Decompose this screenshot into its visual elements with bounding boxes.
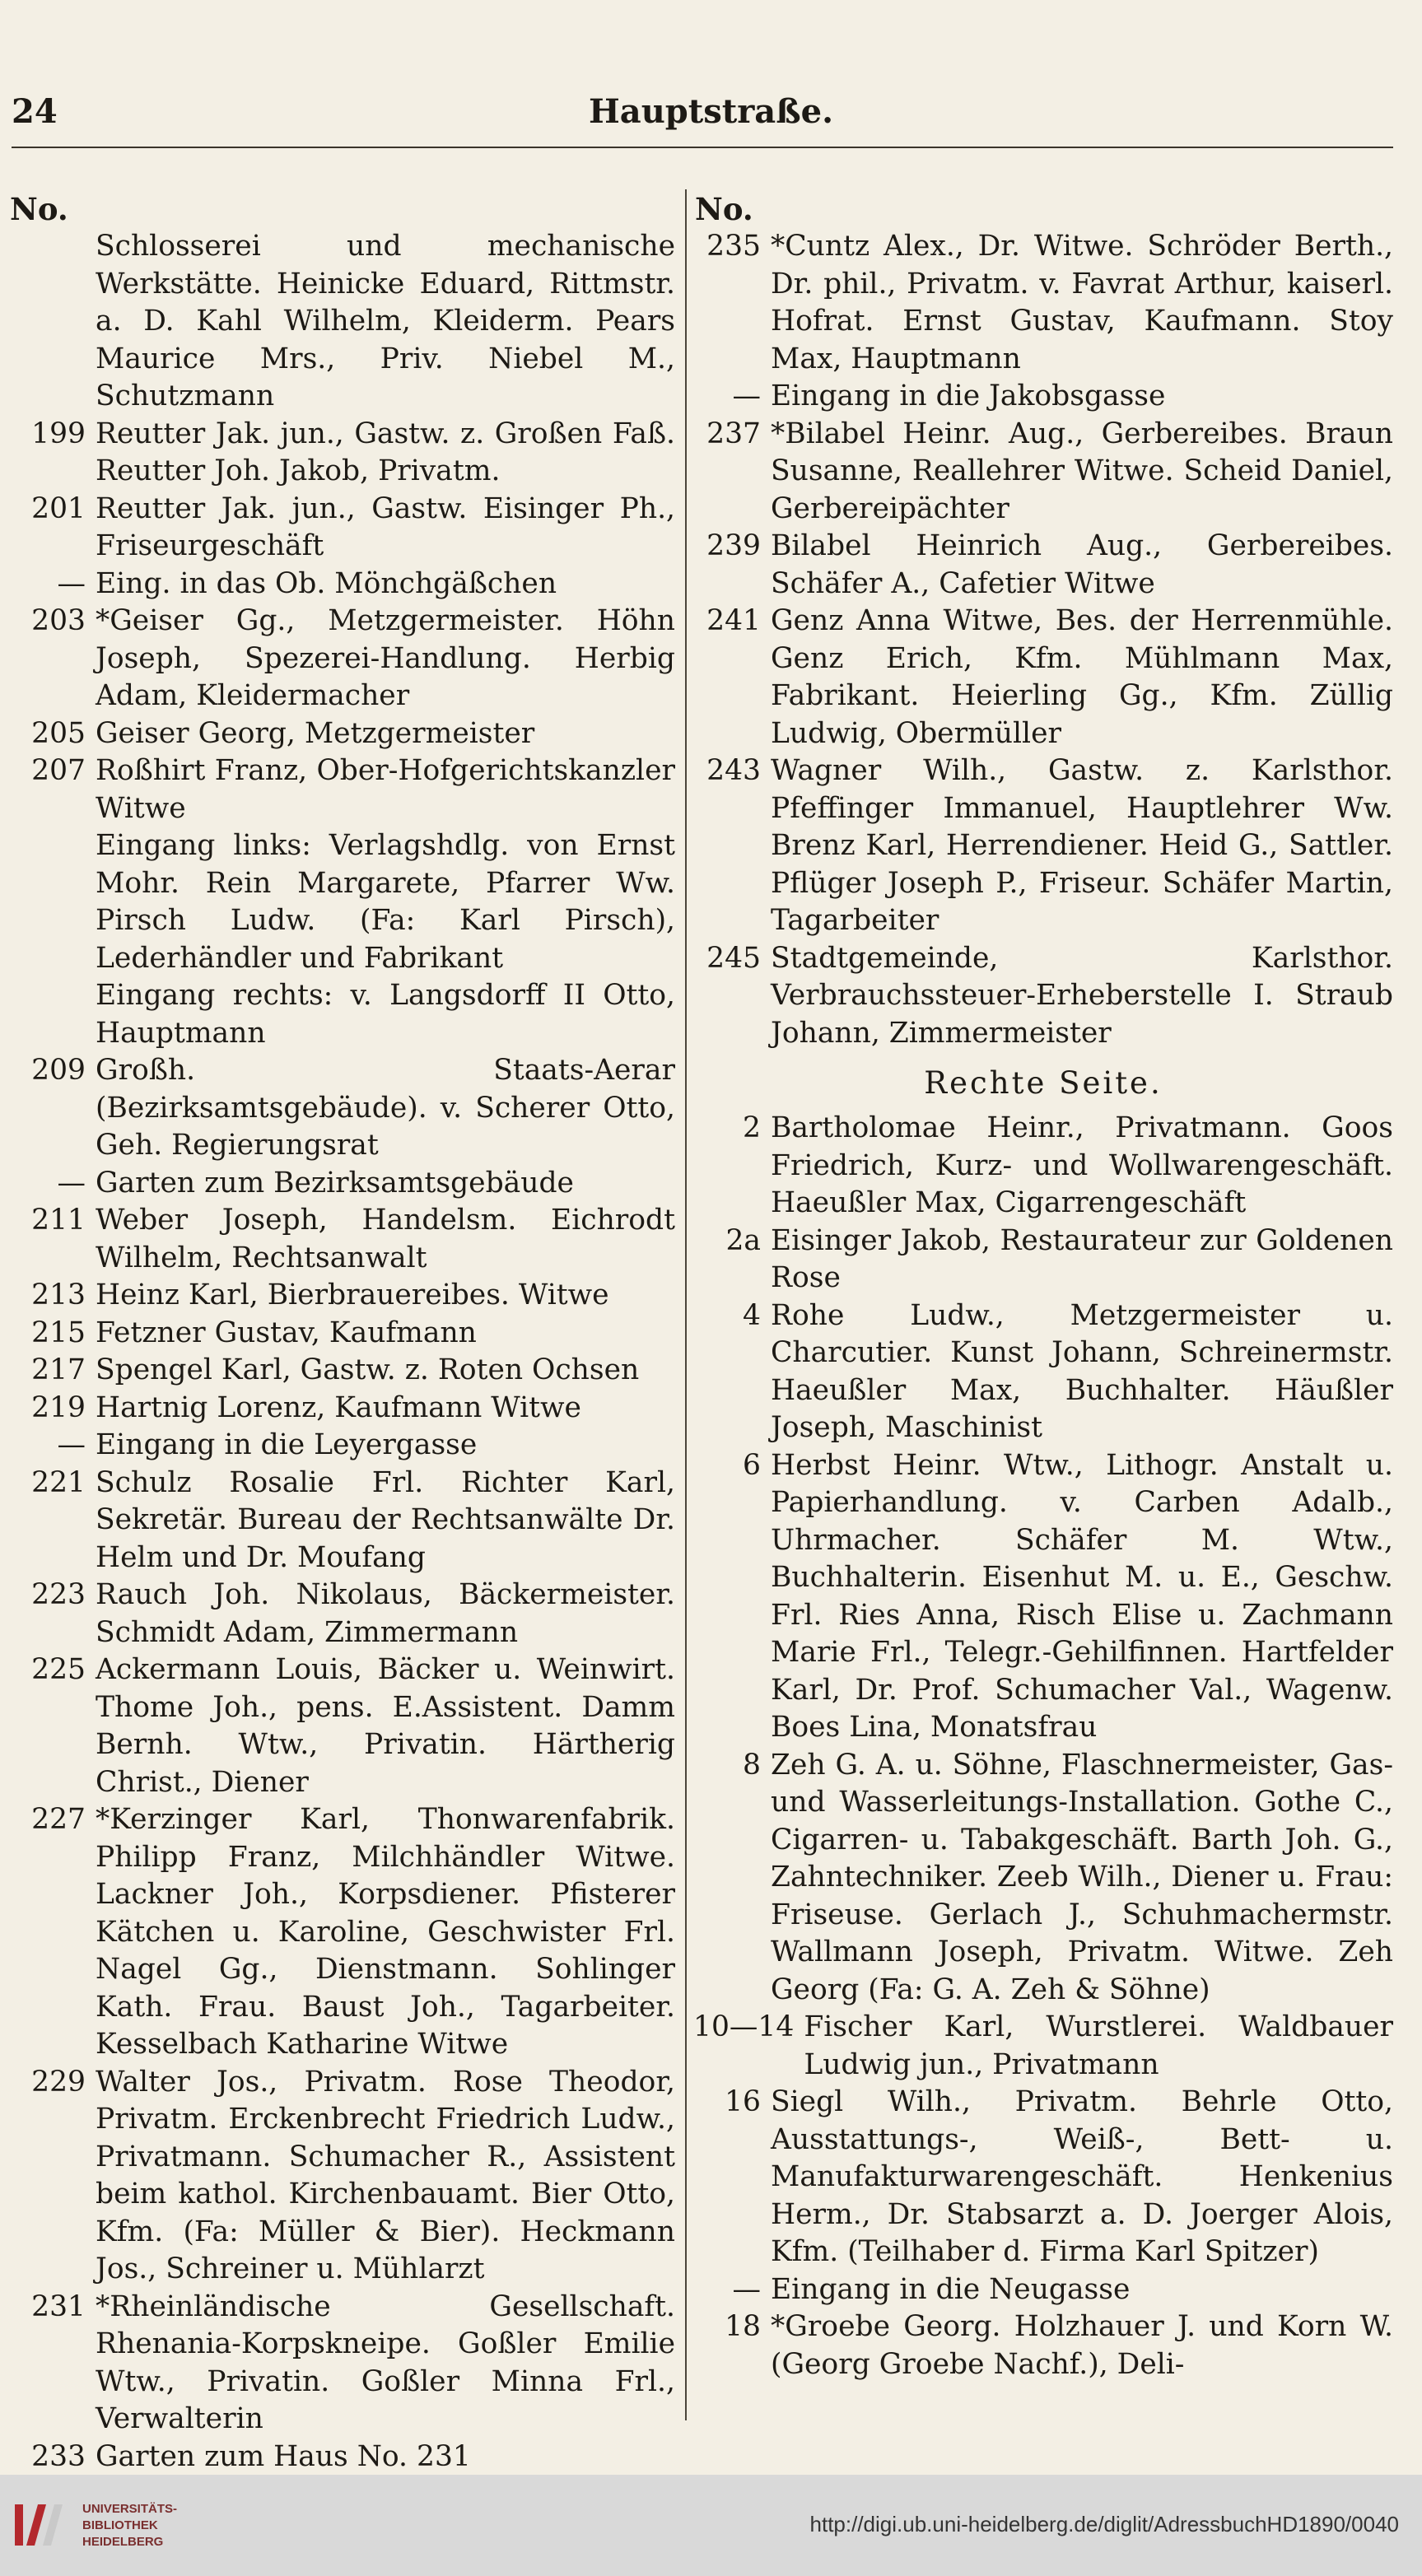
directory-entry	[693, 1447, 1393, 1747]
directory-entry	[8, 715, 675, 753]
house-number: 241	[706, 604, 761, 637]
entry-text: Rauch Joh. Nikolaus, Bäckermeister. Schmidt Adam, Zimmermann	[96, 1578, 675, 1649]
entry-text: Spengel Karl, Gastw. z. Roten Ochsen	[96, 1353, 640, 1386]
directory-entry	[8, 1390, 675, 1428]
right-column	[693, 191, 1393, 2383]
entry-text: Ackermann Louis, Bäcker u. Weinwirt. Thome Joh., pens. E.Assistent. Damm Bernh. Wtw., Privatin. Härtherig Christ., Diener	[96, 1653, 675, 1799]
directory-entry	[8, 1202, 675, 1277]
entry-text: Herbst Heinr. Wtw., Lithogr. Anstalt u. Papierhandlung. v. Carben Adalb., Uhrmacher. Schäfer M. Wtw., Buchhalterin. Eisenhut M. u. E., Geschw. Frl. Ries Anna, Risch Elise u. Zachmann Marie Frl., Telegr.-Gehilfinnen. Hartfelder Karl, Dr. Prof. Schumacher Val., Wagenw. Boes Lina, Monatsfrau	[771, 1448, 1393, 1744]
entry-text: *Rheinländische Gesellschaft. Rhenania-Korpskneipe. Goßler Emilie Wtw., Privatin. Goßler Minna Frl., Verwalterin	[96, 2290, 675, 2435]
right-entries-2	[693, 1110, 1393, 2383]
house-number: 209	[31, 1054, 86, 1087]
house-number	[8, 827, 96, 977]
directory-entry	[8, 1165, 675, 1203]
entry-text: Zeh G. A. u. Söhne, Flaschnermeister, Gas- und Wasserleitungs-Installation. Gothe C., Cigarren- u. Tabakgeschäft. Barth Joh. G., Zahntechniker. Zeeb Wilh., Diener u. Frau: Friseuse. Gerlach J., Schuhmachermstr. Wallmann Joseph, Privatm. Witwe. Zeh Georg (Fa: G. A. Zeh & Söhne)	[771, 1748, 1393, 2006]
directory-entry	[693, 2084, 1393, 2271]
house-number	[8, 977, 96, 1052]
entry-text: Eingang in die Neugasse	[771, 2272, 1131, 2306]
entry-text: Reutter Jak. jun., Gastw. z. Großen Faß. Reutter Joh. Jakob, Privatm.	[96, 417, 675, 487]
house-number: 215	[31, 1316, 86, 1349]
house-number: —	[57, 566, 86, 600]
house-number: 225	[31, 1653, 86, 1686]
entry-text: Heinz Karl, Bierbrauereibes. Witwe	[96, 1279, 609, 1311]
house-number: 243	[706, 754, 761, 787]
directory-entry	[693, 378, 1393, 416]
house-number: 227	[31, 1803, 86, 1836]
entry-text: Fetzner Gustav, Kaufmann	[96, 1316, 477, 1349]
directory-entry	[693, 2271, 1393, 2309]
directory-entry	[693, 416, 1393, 529]
directory-entry	[693, 2009, 1393, 2084]
house-number: 207	[31, 754, 86, 787]
directory-entry	[8, 416, 675, 491]
house-number: 6	[743, 1448, 761, 1482]
directory-entry	[8, 827, 675, 977]
directory-entry	[693, 940, 1393, 1053]
house-number: 231	[31, 2290, 86, 2323]
entry-text: *Kerzinger Karl, Thonwarenfabrik. Philipp Franz, Milchhändler Witwe. Lackner Joh., Korpsdiener. Pfisterer Kätchen u. Karoline, Geschwister Frl. Nagel Gg., Dienstmann. Sohlinger Kath. Frau. Baust Joh., Tagarbeiter. Kesselbach Katharine Witwe	[96, 1803, 675, 2061]
house-number: 229	[31, 2065, 86, 2099]
house-number: 223	[31, 1578, 86, 1611]
house-number: —	[57, 1428, 86, 1461]
left-entries	[8, 228, 675, 2476]
page-header	[0, 92, 1422, 150]
column-header: No.	[695, 191, 753, 227]
entry-text: Eingang links: Verlagshdlg. von Ernst Mohr. Rein Margarete, Pfarrer Ww. Pirsch Ludw. (Fa: Karl Pirsch), Lederhändler und Fabrikant	[96, 829, 675, 975]
source-url-link[interactable]: http://digi.ub.uni-heidelberg.de/diglit/AdressbuchHD1890/0040	[809, 2512, 1399, 2536]
directory-entry	[693, 228, 1393, 378]
section-title: Rechte Seite.	[924, 1065, 1163, 1101]
house-number: 16	[725, 2085, 761, 2118]
house-number: 8	[743, 1748, 761, 1782]
entry-text: Reutter Jak. jun., Gastw. Eisinger Ph., Friseurgeschäft	[96, 491, 675, 562]
entry-text: *Groebe Georg. Holzhauer J. und Korn W. (Georg Groebe Nachf.), Deli-	[771, 2310, 1393, 2381]
entry-text: Geiser Georg, Metzgermeister	[96, 716, 535, 750]
directory-entry	[8, 1577, 675, 1651]
directory-entry	[693, 528, 1393, 603]
viewer-footer	[0, 2475, 1422, 2576]
house-number: 211	[31, 1204, 86, 1237]
entry-text: Hartnig Lorenz, Kaufmann Witwe	[96, 1390, 581, 1424]
directory-entry	[8, 1352, 675, 1390]
entry-text: Garten zum Haus No. 231	[96, 2439, 471, 2473]
entry-text: Walter Jos., Privatm. Rose Theodor, Privatm. Erckenbrecht Friedrich Ludw., Privatmann. Schumacher R., Assistent beim kathol. Kirchenbauamt. Bier Otto, Kfm. (Fa: Müller & Bier). Heckmann Jos., Schreiner u. Mühlarzt	[96, 2065, 675, 2285]
directory-entry	[693, 1110, 1393, 1223]
directory-entry	[8, 1465, 675, 1577]
directory-entry	[8, 491, 675, 566]
house-number: 203	[31, 604, 86, 637]
entry-text: Stadtgemeinde, Karlsthor. Verbrauchssteuer-Erheberstelle I. Straub Johann, Zimmermeister	[771, 941, 1393, 1050]
entry-text: Großh. Staats-Aerar (Bezirksamtsgebäude). v. Scherer Otto, Geh. Regierungsrat	[96, 1054, 675, 1162]
house-number: —	[57, 1166, 86, 1199]
directory-entry	[693, 1223, 1393, 1297]
house-number: 237	[706, 417, 761, 450]
directory-entry	[8, 2439, 675, 2476]
page-number: 24	[12, 92, 58, 131]
directory-entry	[8, 1315, 675, 1353]
house-number: 4	[743, 1298, 761, 1332]
entry-text: Eingang in die Leyergasse	[96, 1428, 478, 1461]
entry-text: Weber Joseph, Handelsm. Eichrodt Wilhelm, Rechtsanwalt	[96, 1204, 675, 1274]
house-number: 235	[706, 230, 761, 263]
house-number: 221	[31, 1465, 86, 1499]
entry-text: Rohe Ludw., Metzgermeister u. Charcutier. Kunst Johann, Schreinermstr. Haeußler Max, Buchhalter. Häußler Joseph, Maschinist	[771, 1298, 1393, 1444]
house-number: 239	[706, 529, 761, 562]
house-number: —	[732, 2272, 761, 2306]
entry-text: Bartholomae Heinr., Privatmann. Goos Friedrich, Kurz- und Wollwarengeschäft. Haeußler Max, Cigarrengeschäft	[771, 1111, 1393, 1219]
entry-text: Eisinger Jakob, Restaurateur zur Goldenen Rose	[771, 1223, 1393, 1294]
house-number: 18	[725, 2310, 761, 2343]
library-name-line-2: BIBLIOTHEK	[82, 2518, 158, 2532]
directory-entry	[693, 752, 1393, 940]
directory-entry	[8, 1277, 675, 1315]
entry-text: Siegl Wilh., Privatm. Behrle Otto, Ausstattungs-, Weiß-, Bett- u. Manufakturwarengeschäft. Henkenius Herm., Dr. Stabsarzt a. D. Joerger Alois, Kfm. (Teilhaber d. Firma Karl Spitzer)	[771, 2085, 1393, 2268]
directory-entry	[8, 228, 675, 416]
house-number: 2	[743, 1111, 761, 1144]
header-rule	[12, 147, 1393, 148]
directory-entry	[8, 1427, 675, 1465]
entry-text: *Bilabel Heinr. Aug., Gerbereibes. Braun Susanne, Reallehrer Witwe. Scheid Daniel, Gerbereipächter	[771, 417, 1393, 525]
entry-text: Genz Anna Witwe, Bes. der Herrenmühle. Genz Erich, Kfm. Mühlmann Max, Fabrikant. Heierling Gg., Kfm. Züllig Ludwig, Obermüller	[771, 604, 1393, 750]
entry-text: Eingang in die Jakobsgasse	[771, 380, 1166, 412]
house-number: 219	[31, 1390, 86, 1424]
entry-text: Schlosserei und mechanische Werkstätte. Heinicke Eduard, Rittmstr. a. D. Kahl Wilhelm, Kleiderm. Pears Maurice Mrs., Priv. Niebel M., Schutzmann	[96, 230, 675, 412]
library-name-line-3: HEIDELBERG	[82, 2535, 164, 2549]
directory-entry	[8, 977, 675, 1052]
entry-text: *Geiser Gg., Metzgermeister. Höhn Joseph, Spezerei-Handlung. Herbig Adam, Kleidermacher	[96, 604, 675, 712]
entry-text: Fischer Karl, Wurstlerei. Waldbauer Ludwig jun., Privatmann	[804, 2010, 1393, 2081]
directory-entry	[8, 1801, 675, 2064]
house-number: 233	[31, 2439, 86, 2473]
directory-entry	[8, 603, 675, 715]
library-name-line-1: UNIVERSITÄTS-	[82, 2502, 178, 2516]
house-number: —	[732, 380, 761, 412]
directory-entry	[693, 2308, 1393, 2383]
left-column	[8, 191, 675, 2476]
column-divider	[685, 189, 687, 2420]
house-number: 213	[31, 1279, 86, 1311]
house-number: 10—14	[693, 2010, 795, 2043]
house-number: 199	[31, 417, 86, 450]
house-number: 245	[706, 941, 761, 975]
entry-text: Wagner Wilh., Gastw. z. Karlsthor. Pfeffinger Immanuel, Hauptlehrer Ww. Brenz Karl, Herrendiener. Heid G., Sattler. Pflüger Joseph P., Friseur. Schäfer Martin, Tagarbeiter	[771, 754, 1393, 937]
entry-text: Schulz Rosalie Frl. Richter Karl, Sekretär. Bureau der Rechtsanwälte Dr. Helm und Dr. Moufang	[96, 1465, 675, 1574]
directory-entry	[8, 1052, 675, 1165]
directory-entry	[693, 1747, 1393, 2010]
entry-text: Garten zum Bezirksamtsgebäude	[96, 1166, 574, 1199]
directory-entry	[8, 2064, 675, 2289]
column-header: No.	[10, 191, 68, 227]
entry-text: *Cuntz Alex., Dr. Witwe. Schröder Berth., Dr. phil., Privatm. v. Favrat Arthur, kaiserl. Hofrat. Ernst Gustav, Kaufmann. Stoy Max, Hauptmann	[771, 230, 1393, 375]
directory-entry	[8, 1651, 675, 1801]
directory-entry	[8, 566, 675, 603]
house-number: 2a	[725, 1223, 761, 1257]
entry-text: Roßhirt Franz, Ober-Hofgerichtskanzler Witwe	[96, 754, 675, 825]
entry-text: Eingang rechts: v. Langsdorff II Otto, Hauptmann	[96, 979, 675, 1050]
entry-text: Bilabel Heinrich Aug., Gerbereibes. Schäfer A., Cafetier Witwe	[771, 529, 1393, 600]
house-number	[8, 228, 96, 416]
directory-entry	[8, 752, 675, 827]
entry-text: Eing. in das Ob. Mönchgäßchen	[96, 566, 557, 600]
right-entries	[693, 228, 1393, 1052]
house-number: 217	[31, 1353, 86, 1386]
directory-entry	[693, 1297, 1393, 1447]
library-name	[82, 2501, 177, 2550]
directory-entry	[693, 603, 1393, 752]
directory-entry	[8, 2289, 675, 2439]
page-title: Hauptstraße.	[589, 92, 833, 131]
house-number: 205	[31, 716, 86, 750]
house-number: 201	[31, 491, 86, 525]
library-logo-icon[interactable]	[13, 2499, 72, 2552]
